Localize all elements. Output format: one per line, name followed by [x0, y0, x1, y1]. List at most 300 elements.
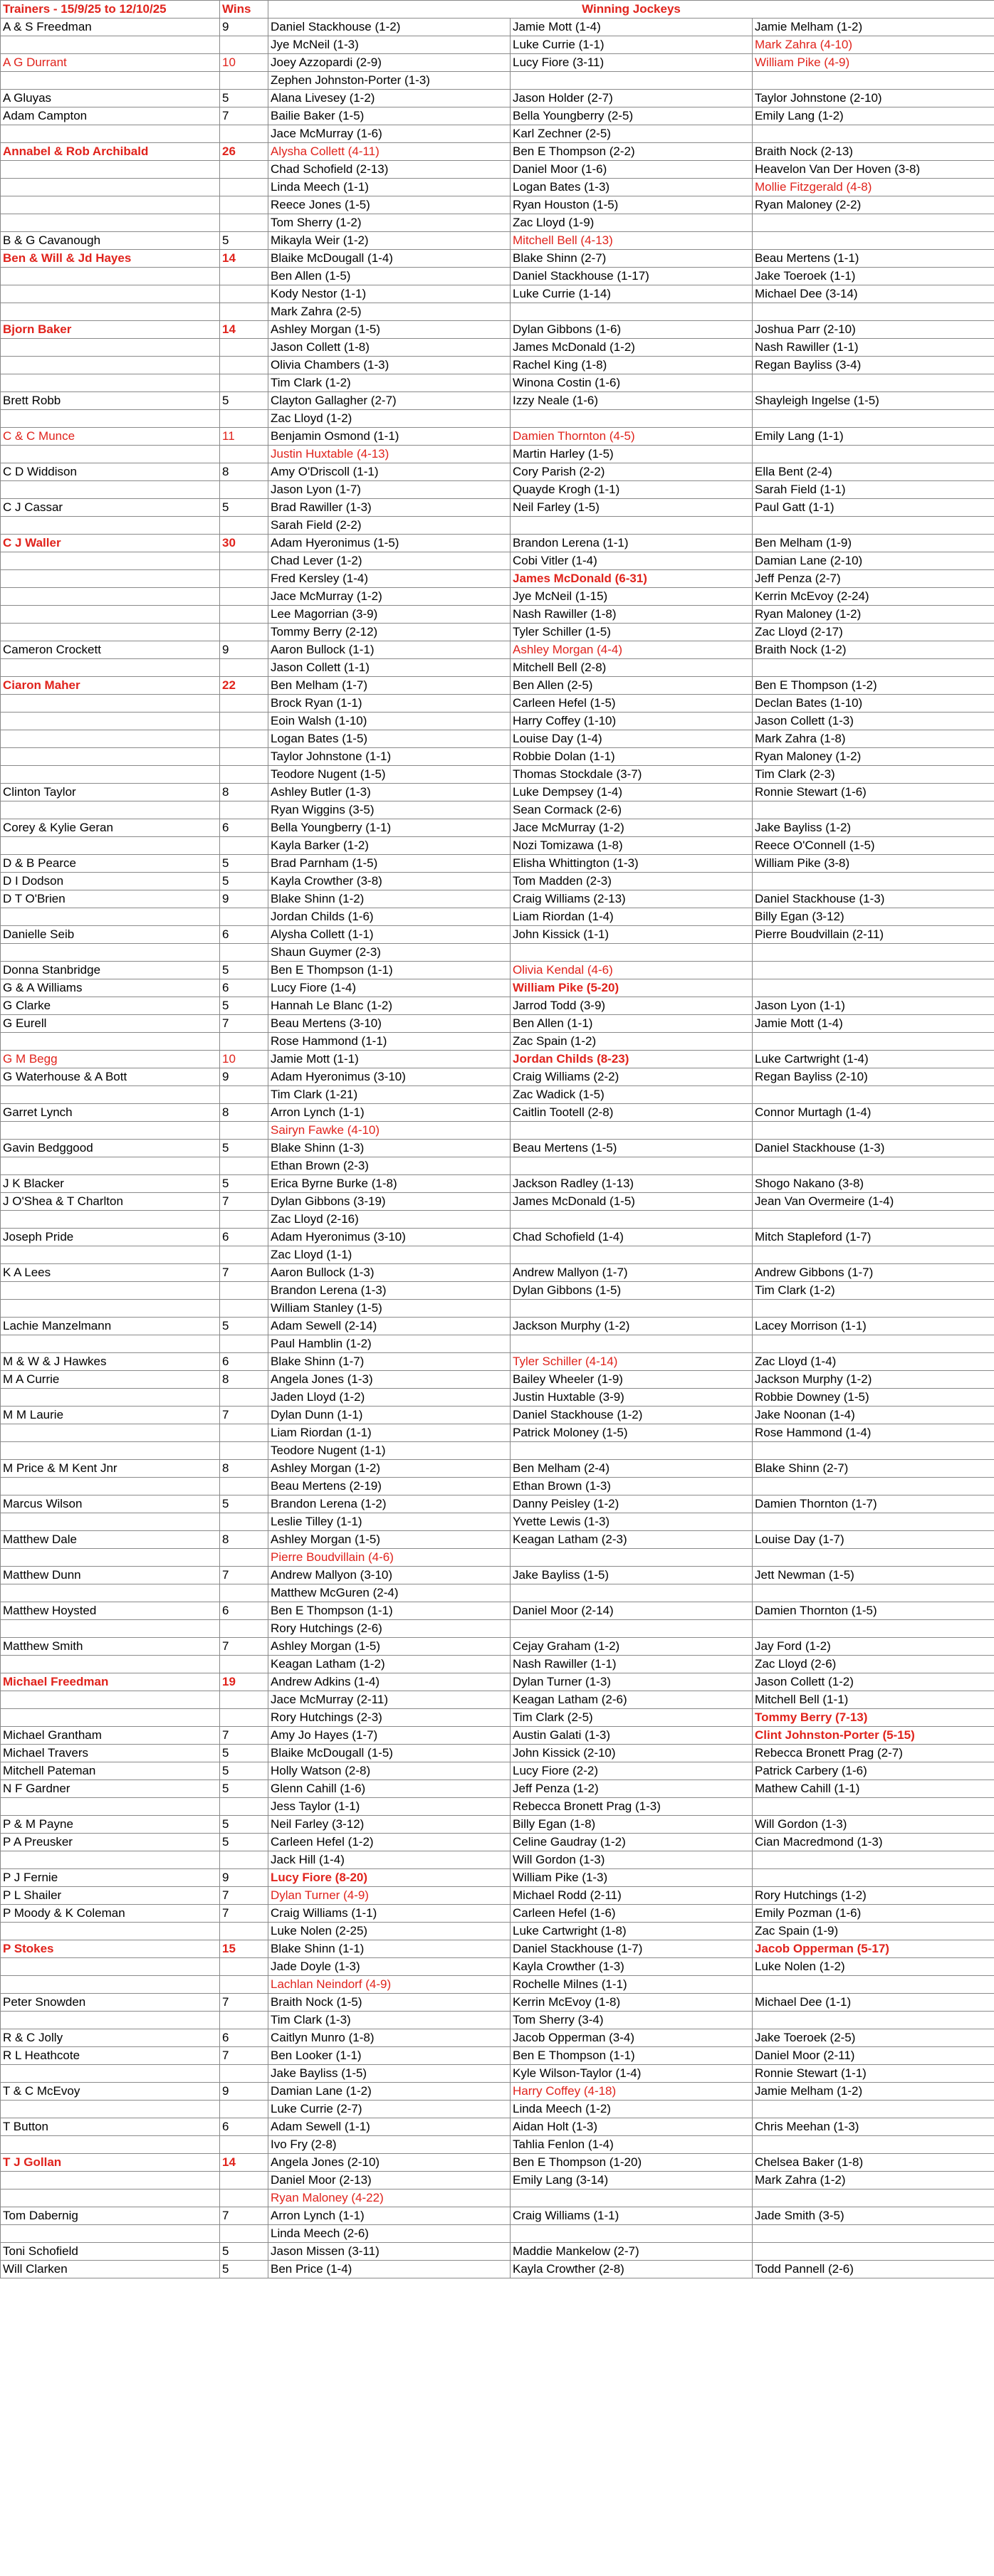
jockey-cell: Kerrin McEvoy (1-8)	[511, 1994, 753, 2012]
jockey-cell: Justin Huxtable (4-13)	[268, 446, 511, 463]
table-row	[1, 713, 994, 730]
trainer-cell: Matthew Smith	[1, 1638, 220, 1656]
jockey-cell: Ben E Thompson (1-2)	[753, 677, 994, 695]
trainer-cell: T & C McEvoy	[1, 2083, 220, 2101]
jockey-cell: Kyle Wilson-Taylor (1-4)	[511, 2065, 753, 2083]
table-row	[1, 1976, 994, 1994]
table-row	[1, 1246, 994, 1264]
wins-cell: 5	[220, 1762, 268, 1780]
wins-cell	[220, 1620, 268, 1638]
wins-cell: 6	[220, 1229, 268, 1246]
wins-cell: 8	[220, 1460, 268, 1478]
jockey-cell: Damian Lane (1-2)	[268, 2083, 511, 2101]
table-row	[1, 588, 994, 606]
jockey-cell: Tahlia Fenlon (1-4)	[511, 2136, 753, 2154]
table-row	[1, 2172, 994, 2189]
jockey-cell: Lucy Fiore (8-20)	[268, 1869, 511, 1887]
trainer-cell	[1, 1211, 220, 1229]
wins-cell: 9	[220, 19, 268, 36]
wins-cell	[220, 2136, 268, 2154]
jockey-cell: Jace McMurray (2-11)	[268, 1691, 511, 1709]
trainer-cell	[1, 2189, 220, 2207]
jockey-cell: Adam Hyeronimus (3-10)	[268, 1068, 511, 1086]
jockey-cell: Jason Lyon (1-7)	[268, 481, 511, 499]
jockey-cell: Lucy Fiore (3-11)	[511, 54, 753, 72]
jockey-cell: Andrew Gibbons (1-7)	[753, 1264, 994, 1282]
wins-cell	[220, 1442, 268, 1460]
table-row	[1, 801, 994, 819]
trainer-cell: Garret Lynch	[1, 1104, 220, 1122]
jockey-cell	[753, 446, 994, 463]
jockey-cell: Paul Gatt (1-1)	[753, 499, 994, 517]
jockey-cell	[753, 2012, 994, 2029]
table-row	[1, 285, 994, 303]
jockey-cell: Blake Shinn (1-3)	[268, 1140, 511, 1157]
table-row	[1, 1193, 994, 1211]
trainer-cell	[1, 1584, 220, 1602]
trainer-cell	[1, 214, 220, 232]
trainer-cell	[1, 695, 220, 713]
table-row	[1, 1353, 994, 1371]
jockey-cell: Mollie Fitzgerald (4-8)	[753, 179, 994, 196]
trainer-cell: Ciaron Maher	[1, 677, 220, 695]
wins-cell	[220, 1246, 268, 1264]
wins-cell	[220, 1584, 268, 1602]
jockey-cell: Luke Dempsey (1-4)	[511, 784, 753, 801]
trainer-cell: D T O'Brien	[1, 890, 220, 908]
jockey-cell	[753, 1798, 994, 1816]
table-row	[1, 303, 994, 321]
jockey-cell: Ben Melham (1-9)	[753, 535, 994, 552]
jockey-cell: Jaden Lloyd (1-2)	[268, 1389, 511, 1407]
wins-cell	[220, 2225, 268, 2243]
jockey-cell: Ronnie Stewart (1-6)	[753, 784, 994, 801]
table-row	[1, 125, 994, 143]
trainer-cell: P L Shailer	[1, 1887, 220, 1905]
trainer-cell: Lachie Manzelmann	[1, 1318, 220, 1335]
jockey-cell	[753, 1246, 994, 1264]
jockey-cell: Daniel Moor (1-6)	[511, 161, 753, 179]
jockey-cell: Cory Parish (2-2)	[511, 463, 753, 481]
trainer-cell	[1, 659, 220, 677]
table-row	[1, 2118, 994, 2136]
trainer-cell: A & S Freedman	[1, 19, 220, 36]
trainer-cell	[1, 517, 220, 535]
jockey-cell: Ben E Thompson (1-1)	[268, 1602, 511, 1620]
jockey-cell: Jake Toeroek (1-1)	[753, 268, 994, 285]
jockey-cell	[753, 1620, 994, 1638]
table-row	[1, 1762, 994, 1780]
jockey-cell	[511, 1549, 753, 1567]
jockey-cell: Benjamin Osmond (1-1)	[268, 428, 511, 446]
jockey-cell: Ryan Wiggins (3-5)	[268, 801, 511, 819]
wins-cell	[220, 357, 268, 374]
jockey-cell	[511, 1246, 753, 1264]
jockey-cell: Reece O'Connell (1-5)	[753, 837, 994, 855]
wins-cell: 9	[220, 1869, 268, 1887]
jockey-cell	[511, 1584, 753, 1602]
trainer-cell	[1, 1424, 220, 1442]
wins-cell	[220, 374, 268, 392]
jockey-cell: Tim Clark (1-21)	[268, 1086, 511, 1104]
jockey-cell: Daniel Stackhouse (1-3)	[753, 890, 994, 908]
jockey-cell: Winona Costin (1-6)	[511, 374, 753, 392]
wins-cell: 26	[220, 143, 268, 161]
wins-cell	[220, 1691, 268, 1709]
jockey-cell: Fred Kersley (1-4)	[268, 570, 511, 588]
jockey-cell: Tyler Schiller (4-14)	[511, 1353, 753, 1371]
jockey-cell: Teodore Nugent (1-5)	[268, 766, 511, 784]
table-row	[1, 1140, 994, 1157]
trainer-cell: Toni Schofield	[1, 2243, 220, 2261]
wins-cell	[220, 801, 268, 819]
jockey-cell: Linda Meech (1-1)	[268, 179, 511, 196]
trainer-cell: K A Lees	[1, 1264, 220, 1282]
wins-cell: 8	[220, 1531, 268, 1549]
wins-cell	[220, 2012, 268, 2029]
jockey-cell: Dylan Gibbons (3-19)	[268, 1193, 511, 1211]
wins-cell	[220, 1122, 268, 1140]
jockey-cell	[753, 1122, 994, 1140]
table-row	[1, 890, 994, 908]
trainer-cell: D & B Pearce	[1, 855, 220, 873]
jockey-cell: Zac Lloyd (2-16)	[268, 1211, 511, 1229]
jockey-cell: Jace McMurray (1-6)	[268, 125, 511, 143]
jockey-cell: Ashley Butler (1-3)	[268, 784, 511, 801]
jockey-cell: Braith Nock (1-2)	[753, 641, 994, 659]
jockey-cell: Ben Allen (2-5)	[511, 677, 753, 695]
trainer-cell: G M Begg	[1, 1051, 220, 1068]
jockey-cell: Holly Watson (2-8)	[268, 1762, 511, 1780]
table-row	[1, 784, 994, 801]
trainer-cell: Michael Travers	[1, 1745, 220, 1762]
jockey-cell: Luke Currie (1-14)	[511, 285, 753, 303]
jockey-cell: Craig Williams (1-1)	[268, 1905, 511, 1923]
wins-cell: 9	[220, 641, 268, 659]
jockey-cell: John Kissick (1-1)	[511, 926, 753, 944]
jockey-cell: Jade Doyle (1-3)	[268, 1958, 511, 1976]
jockey-cell: Karl Zechner (2-5)	[511, 125, 753, 143]
jockey-cell: John Kissick (2-10)	[511, 1745, 753, 1762]
jockey-cell: Jordan Childs (8-23)	[511, 1051, 753, 1068]
trainer-cell: G Eurell	[1, 1015, 220, 1033]
table-row	[1, 837, 994, 855]
wins-cell	[220, 268, 268, 285]
trainer-cell	[1, 2172, 220, 2189]
jockey-cell: Ashley Morgan (1-5)	[268, 321, 511, 339]
wins-cell	[220, 1282, 268, 1300]
jockey-cell: Aidan Holt (1-3)	[511, 2118, 753, 2136]
jockey-cell: Neil Farley (3-12)	[268, 1816, 511, 1834]
wins-cell: 14	[220, 250, 268, 268]
jockey-cell: Jamie Melham (1-2)	[753, 19, 994, 36]
jockey-cell: Sarah Field (2-2)	[268, 517, 511, 535]
wins-cell: 5	[220, 499, 268, 517]
table-row	[1, 535, 994, 552]
trainer-cell	[1, 1282, 220, 1300]
table-row	[1, 179, 994, 196]
table-row	[1, 730, 994, 748]
jockey-cell	[753, 2189, 994, 2207]
jockey-cell: Pierre Boudvillain (4-6)	[268, 1549, 511, 1567]
jockey-cell: Jamie Mott (1-4)	[511, 19, 753, 36]
jockey-cell: Tim Clark (1-3)	[268, 2012, 511, 2029]
jockey-cell: Kerrin McEvoy (2-24)	[753, 588, 994, 606]
table-row	[1, 2065, 994, 2083]
trainer-cell: C J Waller	[1, 535, 220, 552]
table-row	[1, 677, 994, 695]
jockey-cell: Zac Lloyd (1-9)	[511, 214, 753, 232]
trainer-cell: Joseph Pride	[1, 1229, 220, 1246]
wins-cell: 10	[220, 54, 268, 72]
jockey-cell: Ben E Thompson (1-1)	[511, 2047, 753, 2065]
jockey-cell: Alana Livesey (1-2)	[268, 90, 511, 107]
jockey-cell: Ashley Morgan (4-4)	[511, 641, 753, 659]
table-row	[1, 748, 994, 766]
jockey-cell: Izzy Neale (1-6)	[511, 392, 753, 410]
jockey-cell: Ryan Maloney (2-2)	[753, 196, 994, 214]
table-row	[1, 250, 994, 268]
jockey-cell: Zephen Johnston-Porter (1-3)	[268, 72, 511, 90]
jockey-cell: Emily Lang (1-1)	[753, 428, 994, 446]
jockey-cell: Neil Farley (1-5)	[511, 499, 753, 517]
jockey-cell: Emily Lang (1-2)	[753, 107, 994, 125]
jockey-cell: Mikayla Weir (1-2)	[268, 232, 511, 250]
trainer-cell	[1, 196, 220, 214]
trainer-cell	[1, 1549, 220, 1567]
trainer-cell	[1, 944, 220, 962]
jockey-cell: Regan Bayliss (2-10)	[753, 1068, 994, 1086]
wins-cell: 5	[220, 392, 268, 410]
trainer-cell	[1, 624, 220, 641]
jockey-cell: Braith Nock (2-13)	[753, 143, 994, 161]
jockey-cell: Ryan Maloney (1-2)	[753, 606, 994, 624]
jockey-cell: Brandon Lerena (1-2)	[268, 1495, 511, 1513]
jockey-cell	[753, 214, 994, 232]
jockey-cell: Liam Riordan (1-4)	[511, 908, 753, 926]
jockey-cell: Taylor Johnstone (1-1)	[268, 748, 511, 766]
table-row	[1, 321, 994, 339]
jockey-cell: Blaike McDougall (1-5)	[268, 1745, 511, 1762]
jockey-cell: Jamie Melham (1-2)	[753, 2083, 994, 2101]
jockey-cell	[753, 873, 994, 890]
wins-cell	[220, 1851, 268, 1869]
jockey-cell: Cobi Vitler (1-4)	[511, 552, 753, 570]
jockey-cell: Jay Ford (1-2)	[753, 1638, 994, 1656]
wins-cell: 7	[220, 1264, 268, 1282]
jockey-cell	[753, 410, 994, 428]
jockey-cell: Ronnie Stewart (1-1)	[753, 2065, 994, 2083]
jockey-cell: Erica Byrne Burke (1-8)	[268, 1175, 511, 1193]
jockey-cell: Andrew Adkins (1-4)	[268, 1673, 511, 1691]
table-row	[1, 463, 994, 481]
jockey-cell: Shayleigh Ingelse (1-5)	[753, 392, 994, 410]
table-row	[1, 2101, 994, 2118]
table-row	[1, 944, 994, 962]
jockey-cell: Billy Egan (1-8)	[511, 1816, 753, 1834]
wins-cell: 8	[220, 463, 268, 481]
table-row	[1, 2047, 994, 2065]
wins-cell	[220, 72, 268, 90]
wins-cell: 5	[220, 2261, 268, 2278]
jockey-cell: Blaike McDougall (1-4)	[268, 250, 511, 268]
jockey-cell: Mark Zahra (1-8)	[753, 730, 994, 748]
jockey-cell: Adam Hyeronimus (1-5)	[268, 535, 511, 552]
jockey-cell	[511, 2225, 753, 2243]
table-row	[1, 90, 994, 107]
trainer-cell	[1, 908, 220, 926]
jockey-cell: Eoin Walsh (1-10)	[268, 713, 511, 730]
jockey-cell	[753, 1033, 994, 1051]
jockey-cell: Cian Macredmond (1-3)	[753, 1834, 994, 1851]
jockey-cell: Brandon Lerena (1-1)	[511, 535, 753, 552]
jockey-cell: Beau Mertens (1-1)	[753, 250, 994, 268]
wins-cell: 5	[220, 1495, 268, 1513]
table-row	[1, 2243, 994, 2261]
jockey-cell: Damien Thornton (1-5)	[753, 1602, 994, 1620]
jockey-cell: Tommy Berry (2-12)	[268, 624, 511, 641]
jockey-cell: Jeff Penza (2-7)	[753, 570, 994, 588]
wins-cell: 7	[220, 1905, 268, 1923]
jockey-cell: Jess Taylor (1-1)	[268, 1798, 511, 1816]
jockey-cell: Danny Peisley (1-2)	[511, 1495, 753, 1513]
wins-cell	[220, 1976, 268, 1994]
jockey-cell: Damian Lane (2-10)	[753, 552, 994, 570]
jockey-cell: Emily Lang (3-14)	[511, 2172, 753, 2189]
table-row	[1, 1513, 994, 1531]
trainer-cell: A Gluyas	[1, 90, 220, 107]
wins-cell: 6	[220, 926, 268, 944]
jockey-cell	[753, 2101, 994, 2118]
trainer-cell	[1, 125, 220, 143]
trainer-cell	[1, 1389, 220, 1407]
trainer-cell: Adam Campton	[1, 107, 220, 125]
trainer-cell	[1, 1442, 220, 1460]
jockey-cell: Jason Collett (1-1)	[268, 659, 511, 677]
jockey-cell: Tom Sherry (3-4)	[511, 2012, 753, 2029]
jockey-cell: Jason Lyon (1-1)	[753, 997, 994, 1015]
jockey-cell: Jamie Mott (1-4)	[753, 1015, 994, 1033]
jockey-cell: Chad Lever (1-2)	[268, 552, 511, 570]
jockey-cell: Zac Lloyd (1-1)	[268, 1246, 511, 1264]
trainer-cell	[1, 606, 220, 624]
jockey-cell: Andrew Mallyon (1-7)	[511, 1264, 753, 1282]
trainer-cell	[1, 2136, 220, 2154]
wins-cell: 7	[220, 1638, 268, 1656]
trainer-cell	[1, 588, 220, 606]
trainer-cell	[1, 1335, 220, 1353]
wins-cell	[220, 2101, 268, 2118]
jockey-cell: Rory Hutchings (1-2)	[753, 1887, 994, 1905]
table-row	[1, 979, 994, 997]
wins-cell: 9	[220, 1068, 268, 1086]
trainer-cell: J O'Shea & T Charlton	[1, 1193, 220, 1211]
trainer-cell	[1, 72, 220, 90]
wins-cell	[220, 410, 268, 428]
wins-cell: 9	[220, 890, 268, 908]
jockey-cell: Harry Coffey (1-10)	[511, 713, 753, 730]
table-row	[1, 606, 994, 624]
jockey-cell: Liam Riordan (1-1)	[268, 1424, 511, 1442]
jockey-cell: Luke Nolen (1-2)	[753, 1958, 994, 1976]
trainer-cell: G Waterhouse & A Bott	[1, 1068, 220, 1086]
jockey-cell: Brock Ryan (1-1)	[268, 695, 511, 713]
trainer-cell: T Button	[1, 2118, 220, 2136]
jockey-cell: Billy Egan (3-12)	[753, 908, 994, 926]
trainer-cell	[1, 1086, 220, 1104]
jockey-cell: Lucy Fiore (2-2)	[511, 1762, 753, 1780]
jockey-cell: Patrick Carbery (1-6)	[753, 1762, 994, 1780]
table-row	[1, 695, 994, 713]
table-row	[1, 196, 994, 214]
jockey-cell: Ashley Morgan (1-5)	[268, 1531, 511, 1549]
jockey-cell: Robbie Dolan (1-1)	[511, 748, 753, 766]
jockey-cell: Shogo Nakano (3-8)	[753, 1175, 994, 1193]
jockey-cell: James McDonald (1-5)	[511, 1193, 753, 1211]
table-row	[1, 1460, 994, 1478]
jockey-cell: Mitchell Bell (4-13)	[511, 232, 753, 250]
jockey-cell: Daniel Moor (2-11)	[753, 2047, 994, 2065]
trainer-cell	[1, 1923, 220, 1940]
table-row	[1, 1798, 994, 1816]
wins-cell	[220, 446, 268, 463]
table-row	[1, 624, 994, 641]
jockey-cell: Olivia Kendal (4-6)	[511, 962, 753, 979]
jockey-cell	[753, 1086, 994, 1104]
table-row	[1, 1620, 994, 1638]
table-row	[1, 1033, 994, 1051]
jockey-cell: Michael Dee (3-14)	[753, 285, 994, 303]
table-row	[1, 908, 994, 926]
jockey-cell: Chad Schofield (1-4)	[511, 1229, 753, 1246]
wins-cell	[220, 517, 268, 535]
table-row	[1, 570, 994, 588]
jockey-cell: Justin Huxtable (3-9)	[511, 1389, 753, 1407]
jockey-cell: Ben E Thompson (1-20)	[511, 2154, 753, 2172]
table-row	[1, 481, 994, 499]
trainer-cell	[1, 374, 220, 392]
jockey-cell: Jye McNeil (1-3)	[268, 36, 511, 54]
wins-cell: 7	[220, 1727, 268, 1745]
wins-cell: 8	[220, 1371, 268, 1389]
jockey-cell: Carleen Hefel (1-5)	[511, 695, 753, 713]
jockey-cell	[753, 1211, 994, 1229]
jockey-cell	[511, 944, 753, 962]
jockey-cell: Ryan Maloney (4-22)	[268, 2189, 511, 2207]
trainer-cell: N F Gardner	[1, 1780, 220, 1798]
jockey-cell: Cejay Graham (1-2)	[511, 1638, 753, 1656]
jockey-cell: Tom Sherry (1-2)	[268, 214, 511, 232]
trainer-cell: M M Laurie	[1, 1407, 220, 1424]
jockey-cell: Angela Jones (1-3)	[268, 1371, 511, 1389]
trainer-cell	[1, 1513, 220, 1531]
trainer-cell	[1, 481, 220, 499]
jockey-cell: Beau Mertens (2-19)	[268, 1478, 511, 1495]
jockey-cell: Lachlan Neindorf (4-9)	[268, 1976, 511, 1994]
jockey-cell: Mitchell Bell (2-8)	[511, 659, 753, 677]
wins-cell: 5	[220, 1318, 268, 1335]
jockey-cell: Jett Newman (1-5)	[753, 1567, 994, 1584]
trainer-cell: Brett Robb	[1, 392, 220, 410]
jockey-cell: Michael Rodd (2-11)	[511, 1887, 753, 1905]
table-row	[1, 766, 994, 784]
jockey-cell: Harry Coffey (4-18)	[511, 2083, 753, 2101]
table-row	[1, 1656, 994, 1673]
jockey-cell: Jacob Opperman (5-17)	[753, 1940, 994, 1958]
trainer-cell	[1, 748, 220, 766]
trainer-cell	[1, 766, 220, 784]
trainer-cell	[1, 1478, 220, 1495]
